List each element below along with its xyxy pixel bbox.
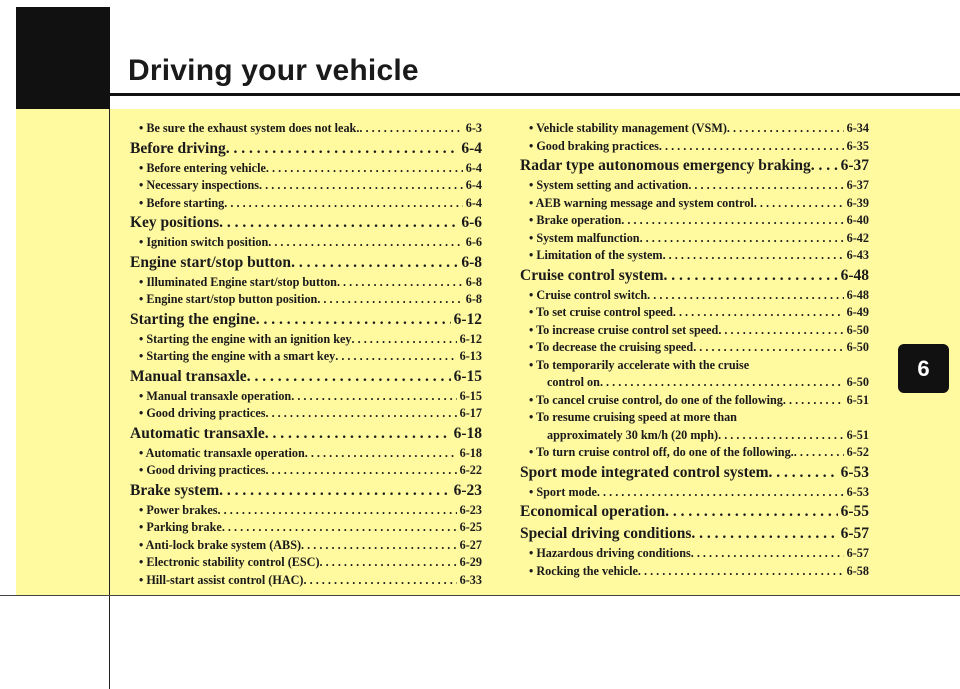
toc-subentry[interactable] [130, 331, 482, 349]
dot-leader [222, 519, 457, 537]
toc-subentry[interactable] [130, 234, 482, 252]
toc-subentry[interactable] [130, 502, 482, 520]
toc-subentry[interactable] [520, 120, 869, 138]
toc-page-number: 6-50 [846, 322, 869, 337]
dot-leader [718, 322, 843, 340]
dot-leader [600, 374, 844, 392]
dot-leader [727, 120, 844, 138]
dot-leader [621, 212, 843, 230]
toc-entry-label: Key positions [130, 214, 220, 231]
dot-leader [256, 309, 451, 331]
toc-page-number: 6-8 [465, 292, 482, 306]
toc-entry-label: • Limitation of the system [529, 248, 663, 262]
toc-entry-label: • Brake operation [529, 213, 622, 227]
dot-leader [664, 265, 838, 287]
toc-section[interactable] [130, 138, 482, 160]
toc-subentry[interactable] [520, 247, 869, 265]
chapter-tab[interactable]: 6 [898, 344, 949, 393]
toc-page-number: 6-57 [840, 525, 869, 542]
dot-leader [693, 339, 843, 357]
toc-subentry[interactable] [130, 405, 482, 423]
toc-entry-label: • Electronic stability control (ESC) [139, 555, 320, 569]
dot-leader [304, 572, 457, 590]
toc-subentry[interactable] [130, 195, 482, 213]
toc-page-number: 6-15 [453, 367, 482, 385]
toc-page-number: 6-3 [465, 121, 482, 135]
toc-entry-label: • Parking brake [139, 520, 222, 534]
toc-entry-label: Automatic transaxle [130, 424, 265, 442]
dot-leader [291, 388, 456, 406]
toc-page-number: 6-35 [846, 138, 869, 153]
toc-subentry[interactable] [130, 519, 482, 537]
toc-entry-label: • To set cruise control speed [529, 305, 673, 319]
toc-entry-label: • Starting the engine with a smart key [139, 349, 336, 363]
toc-page-number: 6-48 [846, 287, 869, 302]
toc-entry-label: • Manual transaxle operation [139, 388, 292, 403]
toc-page-number: 6-42 [846, 230, 869, 245]
toc-subentry[interactable] [130, 160, 482, 178]
toc-section[interactable] [130, 252, 482, 274]
toc-subentry[interactable] [130, 462, 482, 480]
dot-leader [291, 252, 458, 274]
toc-entry-continued[interactable]: • To resume cruising speed at more than [529, 410, 737, 424]
toc-subentry[interactable] [130, 291, 482, 309]
dot-leader [265, 423, 451, 445]
toc-section[interactable] [130, 309, 482, 331]
toc-page-number: 6-4 [461, 139, 482, 157]
toc-page-number: 6-8 [461, 253, 482, 271]
toc-entry-label: Cruise control system [520, 266, 664, 284]
dot-leader [673, 304, 844, 322]
toc-section[interactable] [520, 462, 869, 484]
toc-entry-label: • Sport mode [529, 484, 597, 499]
toc-subentry[interactable] [130, 120, 482, 138]
toc-entry-continued[interactable]: • To temporarily accelerate with the cruise [529, 357, 750, 372]
toc-entry-label: • Before starting [139, 195, 225, 210]
toc-section[interactable] [130, 366, 482, 388]
toc-subentry[interactable] [130, 177, 482, 195]
toc-page-number: 6-52 [846, 445, 869, 459]
dot-leader [769, 462, 838, 484]
toc-entry-label: • System setting and activation [529, 178, 689, 192]
bottom-divider [0, 595, 960, 596]
toc-entry-label: Sport mode integrated control system [520, 463, 769, 481]
toc-section[interactable] [520, 523, 869, 545]
dot-leader [219, 212, 458, 234]
margin-divider [109, 109, 110, 689]
toc-entry-label: • Engine start/stop button position [139, 292, 318, 306]
dot-leader [640, 230, 844, 248]
title-underline [110, 93, 960, 96]
toc-page-number: 6-27 [459, 537, 482, 552]
toc-entry-label: • Before entering vehicle [139, 160, 266, 175]
toc-entry-label: • Anti-lock brake system (ABS) [139, 537, 302, 552]
page-title: Driving your vehicle [128, 54, 419, 87]
toc-section[interactable] [130, 480, 482, 502]
dot-leader [718, 427, 844, 445]
toc-page-number: 6-8 [465, 274, 482, 289]
toc-section[interactable] [520, 501, 869, 523]
toc-subentry[interactable] [520, 195, 869, 213]
toc-entry-label: • Hazardous driving conditions [529, 546, 691, 560]
toc-page-number: 6-33 [459, 572, 482, 587]
dot-leader [268, 234, 463, 252]
toc-page-number: 6-53 [846, 484, 869, 499]
toc-entry-label: Engine start/stop button [130, 253, 292, 271]
toc-page-number: 6-43 [846, 248, 869, 262]
dot-leader [638, 563, 844, 581]
toc-subentry[interactable] [520, 138, 869, 156]
toc-subentry[interactable] [130, 537, 482, 555]
toc-subentry[interactable] [520, 545, 869, 563]
toc-subentry[interactable] [520, 287, 869, 305]
toc-entry-label: Before driving [130, 139, 226, 157]
toc-entry-label: Radar type autonomous emergency braking [520, 157, 811, 174]
toc-page-number: 6-25 [459, 520, 482, 534]
toc-column-right [520, 120, 869, 580]
toc-entry-label: control on [547, 375, 600, 389]
dot-leader [811, 155, 838, 177]
dot-leader [218, 502, 457, 520]
toc-page-number: 6-51 [846, 427, 869, 442]
toc-subentry[interactable] [520, 374, 869, 392]
toc-subentry[interactable] [520, 339, 869, 357]
toc-page-number: 6-48 [840, 266, 869, 284]
toc-subentry[interactable] [520, 392, 869, 410]
dot-leader [794, 444, 844, 462]
toc-page-number: 6-40 [846, 213, 869, 227]
toc-page-number: 6-53 [840, 463, 869, 481]
toc-entry-label: • Hill-start assist control (HAC) [139, 572, 304, 587]
toc-subentry[interactable] [130, 348, 482, 366]
toc-subentry[interactable] [520, 322, 869, 340]
toc-page-number: 6-4 [465, 160, 482, 175]
toc-entry-label: • To cancel cruise control, do one of the following [529, 392, 783, 407]
toc-entry-label: • To decrease the cruising speed [529, 340, 694, 354]
toc-entry-label: • Necessary inspections [139, 178, 260, 192]
dot-leader [317, 291, 462, 309]
toc-subentry[interactable] [520, 177, 869, 195]
toc-entry-label: • AEB warning message and system control [529, 195, 754, 210]
dot-leader [266, 160, 463, 178]
toc-subentry[interactable] [520, 230, 869, 248]
toc-entry-label: • Good braking practices [529, 138, 659, 153]
dot-leader [783, 392, 844, 410]
toc-subentry[interactable] [130, 388, 482, 406]
toc-page-number: 6-12 [459, 331, 482, 346]
toc-subentry[interactable] [520, 427, 869, 445]
dot-leader [352, 331, 457, 349]
toc-page-number: 6-50 [846, 340, 869, 354]
toc-entry-label: Brake system [130, 481, 220, 499]
toc-section[interactable] [520, 155, 869, 177]
toc-subentry[interactable] [130, 445, 482, 463]
toc-entry-label: • Automatic transaxle operation [139, 445, 305, 460]
toc-column-left [130, 120, 482, 589]
dot-leader [259, 177, 463, 195]
toc-entry-label: • To increase cruise control set speed [529, 322, 719, 337]
dot-leader [226, 138, 459, 160]
toc-page-number: 6-34 [846, 121, 869, 135]
toc-entry-label: Manual transaxle [130, 367, 247, 385]
dot-leader [688, 177, 843, 195]
dot-leader [301, 537, 457, 555]
toc-page-number: 6-6 [461, 214, 482, 231]
dot-leader [663, 247, 844, 265]
toc-page-number: 6-49 [846, 305, 869, 319]
dot-leader [665, 501, 837, 523]
toc-section[interactable] [130, 423, 482, 445]
toc-section[interactable] [520, 265, 869, 287]
toc-page-number: 6-6 [465, 235, 482, 249]
toc-subentry[interactable] [520, 444, 869, 462]
toc-entry-label: Special driving conditions [520, 525, 692, 542]
toc-page-number: 6-50 [846, 375, 869, 389]
dot-leader [597, 484, 844, 502]
dot-leader [335, 348, 456, 366]
toc-page-number: 6-4 [465, 178, 482, 192]
toc-page-number: 6-29 [459, 555, 482, 569]
dot-leader [337, 274, 463, 292]
toc-subentry[interactable] [130, 274, 482, 292]
dot-leader [647, 287, 844, 305]
toc-page-number: 6-23 [459, 502, 482, 517]
dot-leader [265, 462, 456, 480]
toc-page-number: 6-15 [459, 388, 482, 403]
toc-subentry[interactable] [130, 554, 482, 572]
dot-leader [219, 480, 450, 502]
corner-black-block [16, 7, 110, 109]
toc-entry-label: • Be sure the exhaust system does not leak. [139, 121, 360, 135]
dot-leader [691, 545, 844, 563]
toc-page-number: 6-22 [459, 463, 482, 477]
toc-entry-label: • Illuminated Engine start/stop button [139, 274, 337, 289]
dot-leader [224, 195, 462, 213]
toc-page-number: 6-13 [459, 349, 482, 363]
toc-entry-label: • Starting the engine with an ignition key [139, 331, 352, 346]
dot-leader [359, 120, 462, 138]
toc-subentry[interactable] [520, 484, 869, 502]
toc-entry-label: • Vehicle stability management (VSM) [529, 121, 727, 135]
toc-page-number: 6-37 [840, 157, 869, 174]
dot-leader [265, 405, 456, 423]
dot-leader [320, 554, 457, 572]
toc-section[interactable] [130, 212, 482, 234]
toc-page-number: 6-57 [846, 546, 869, 560]
toc-page-number: 6-18 [453, 424, 482, 442]
toc-entry-label: approximately 30 km/h (20 mph) [547, 427, 719, 442]
toc-entry-label: • Power brakes [139, 502, 218, 517]
toc-page-number: 6-39 [846, 195, 869, 210]
toc-page-number: 6-12 [453, 310, 482, 328]
toc-entry-label: Economical operation [520, 503, 666, 520]
toc-page-number: 6-37 [846, 178, 869, 192]
toc-subentry[interactable] [520, 304, 869, 322]
dot-leader [659, 138, 844, 156]
toc-entry-label: • Cruise control switch [529, 287, 648, 302]
toc-entry-label: • To turn cruise control off, do one of the following. [529, 445, 794, 459]
toc-entry-label: • System malfunction [529, 230, 640, 245]
toc-entry-label: • Good driving practices [139, 463, 266, 477]
toc-subentry[interactable] [520, 212, 869, 230]
toc-page-number: 6-18 [459, 445, 482, 460]
toc-page-number: 6-58 [846, 563, 869, 578]
toc-page-number: 6-4 [465, 195, 482, 210]
toc-page-number: 6-23 [453, 481, 482, 499]
dot-leader [247, 366, 451, 388]
dot-leader [691, 523, 837, 545]
dot-leader [305, 445, 457, 463]
toc-entry-label: • Ignition switch position [139, 235, 269, 249]
toc-entry-label: • Good driving practices [139, 406, 266, 420]
toc-subentry[interactable] [520, 563, 869, 581]
toc-entry-label: Starting the engine [130, 310, 256, 328]
toc-entry-label: • Rocking the vehicle [529, 563, 638, 578]
dot-leader [754, 195, 844, 213]
toc-page-number: 6-55 [840, 503, 869, 520]
toc-subentry[interactable] [130, 572, 482, 590]
toc-page-number: 6-17 [459, 406, 482, 420]
toc-page-number: 6-51 [846, 392, 869, 407]
